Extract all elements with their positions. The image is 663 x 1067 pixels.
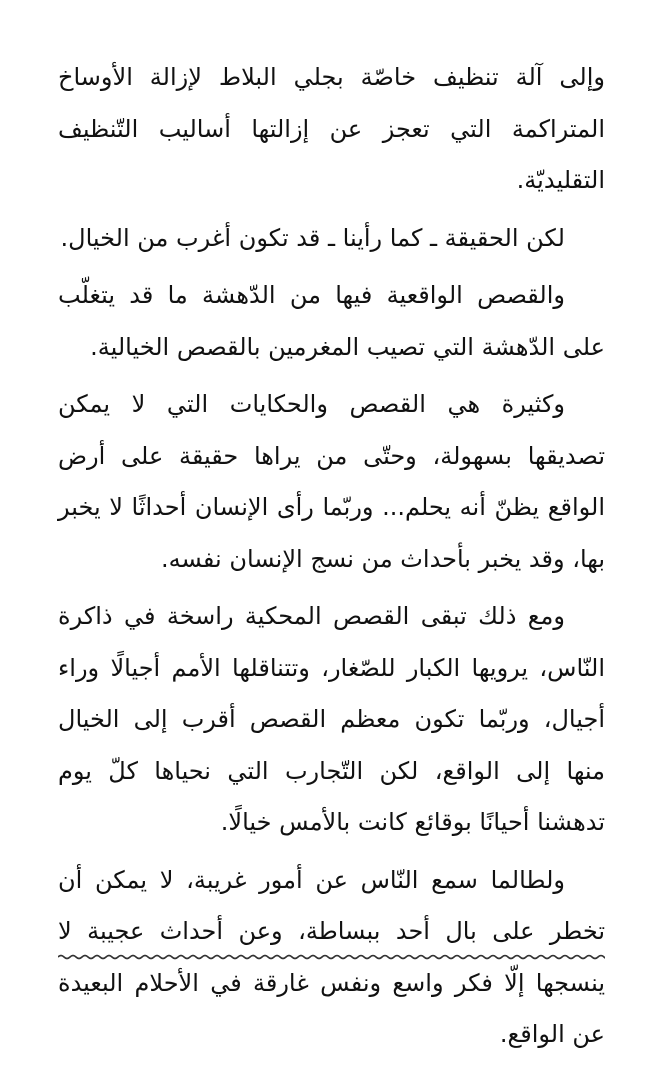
paragraph-5: ومع ذلك تبقى القصص المحكية راسخة في ذاكرة النّاس، يرويها الكبار للصّغار، وتتناقلها الأمم أجيالًا وراء أجيال، وربّما تكون معظم القصص أقرب إلى الخيال منها إلى الواقع، لكن التّجارب التي نحياها كلّ يوم تدهشنا أحيانًا بوقائع كانت بالأمس خيالًا.	[58, 602, 605, 836]
wavy-divider	[58, 950, 605, 964]
paragraph-4: وكثيرة هي القصص والحكايات التي لا يمكن تصديقها بسهولة، وحتّى من يراها حقيقة على أرض الواقع يظنّ أنه يحلم... وربّما رأى الإنسان أحداثًا لا يخبر بها، وقد يخبر بأحداث من نسج الإنسان نفسه.	[58, 390, 605, 573]
paragraph-6: ولطالما سمع النّاس عن أمور غريبة، لا يمكن أن تخطر على بال أحد ببساطة، وعن أحداث عجيبة لا ينسجها إلّا فكر واسع ونفس غارقة في الأحلام البعيدة عن الواقع.	[58, 865, 605, 1048]
page-body	[58, 52, 605, 1067]
paragraph-3: والقصص الواقعية فيها من الدّهشة ما قد يتغلّب على الدّهشة التي تصيب المغرمين بالقصص الخيالية.	[58, 281, 605, 361]
paragraph-1: وإلى آلة تنظيف خاصّة بجلي البلاط لإزالة الأوساخ المتراكمة التي تعجز عن إزالتها أساليب التّنظيف التقليديّة.	[58, 63, 605, 194]
paragraph-2: لكن الحقيقة ـ كما رأينا ـ قد تكون أغرب من الخيال.	[60, 223, 565, 252]
